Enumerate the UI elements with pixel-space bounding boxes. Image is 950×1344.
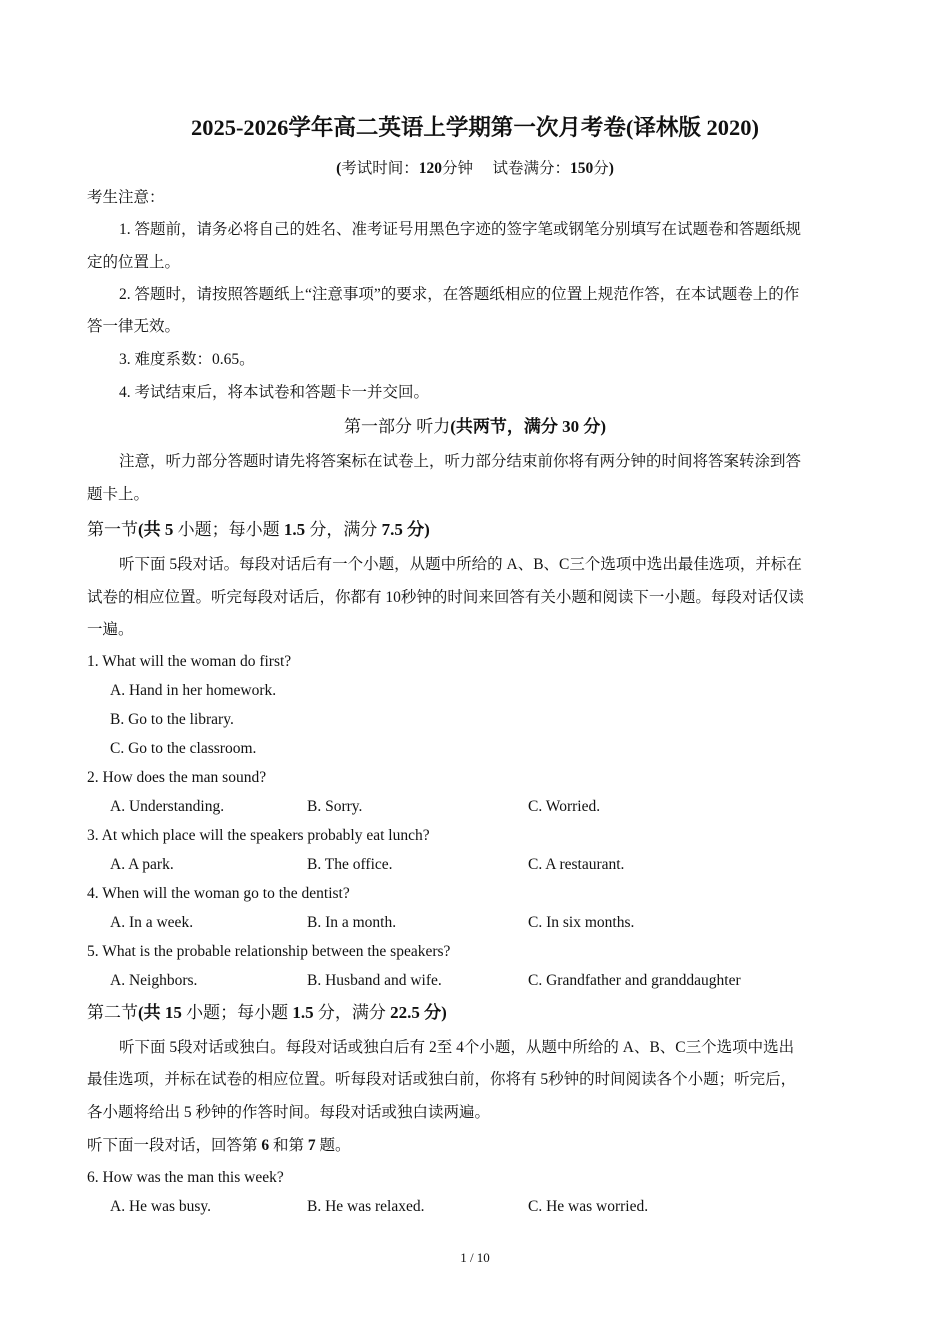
q3-option-c: C. A restaurant. xyxy=(528,856,625,873)
page-number: 1 / 10 xyxy=(460,1250,490,1265)
notice-3: 3. 难度系数：0.65。 xyxy=(119,351,255,368)
listen-a: 听下面一段对话，回答第 xyxy=(87,1137,258,1154)
notice-2a: 2. 答题时，请按照答题纸上“注意事项”的要求，在答题纸相应的位置上规范作答，在本试题卷上的作 xyxy=(119,286,800,303)
score-unit: 分 xyxy=(593,160,609,177)
s2-heading-d: 分，满分 xyxy=(317,1003,386,1022)
question-6: 6. How was the man this week? xyxy=(87,1169,284,1186)
q6-option-b: B. He was relaxed. xyxy=(307,1198,425,1215)
paren-open: ( xyxy=(336,160,342,177)
q6-option-a: A. He was busy. xyxy=(110,1198,212,1215)
section1-instr-3: 一遍。 xyxy=(87,621,134,638)
s2-total: 22.5 xyxy=(390,1003,420,1022)
q1-option-c: C. Go to the classroom. xyxy=(110,740,257,757)
part1-heading-b: (共两节，满分 xyxy=(450,417,558,436)
listen-instruction xyxy=(87,1138,351,1154)
page-title: 2025-2026学年高二英语上学期第一次月考卷(译林版 2020) xyxy=(190,115,760,140)
s1-each: 1.5 xyxy=(283,520,306,539)
q3-option-a: A. A park. xyxy=(110,856,174,873)
s2-heading-e: 分) xyxy=(424,1003,447,1022)
section1-heading xyxy=(87,521,430,538)
listen-b: 和第 xyxy=(273,1137,305,1154)
q5-option-a: A. Neighbors. xyxy=(110,972,198,989)
listen-n1: 6 xyxy=(261,1137,270,1154)
section2-instr-3: 各小题将给出 5 秒钟的作答时间。每段对话或独白读两遍。 xyxy=(87,1104,491,1121)
s1-heading-b: (共 xyxy=(138,520,161,539)
score-label: 试卷满分： xyxy=(492,160,570,177)
q4-option-c: C. In six months. xyxy=(528,914,635,931)
s2-count: 15 xyxy=(164,1003,182,1022)
question-4: 4. When will the woman go to the dentist? xyxy=(87,885,350,902)
notice-4: 4. 考试结束后，将本试卷和答题卡一并交回。 xyxy=(119,384,430,401)
q4-option-a: A. In a week. xyxy=(110,914,194,931)
s1-heading-d: 分，满分 xyxy=(309,520,378,539)
score-value: 150 xyxy=(569,160,594,177)
q2-option-c: C. Worried. xyxy=(528,798,601,815)
q5-option-c: C. Grandfather and granddaughter xyxy=(528,972,741,989)
q2-option-a: A. Understanding. xyxy=(110,798,225,815)
s1-total: 7.5 xyxy=(381,520,403,539)
time-unit: 分钟 xyxy=(442,160,474,177)
listen-c: 题。 xyxy=(319,1137,351,1154)
time-label: 考试时间： xyxy=(341,160,419,177)
section1-instr-1: 听下面 5段对话。每段对话后有一个小题，从题中所给的 A、B、C三个选项中选出最佳选项，并标在 xyxy=(119,556,802,573)
s1-heading-e: 分) xyxy=(407,520,430,539)
question-5: 5. What is the probable relationship between the speakers? xyxy=(87,943,451,960)
q4-option-b: B. In a month. xyxy=(307,914,397,931)
part1-heading-a: 第一部分 听力 xyxy=(343,417,451,436)
s2-each: 1.5 xyxy=(292,1003,314,1022)
q3-option-b: B. The office. xyxy=(307,856,393,873)
q6-option-c: C. He was worried. xyxy=(528,1198,649,1215)
s2-heading-a: 第二节 xyxy=(87,1003,138,1022)
notice-heading: 考生注意： xyxy=(87,189,165,206)
part1-heading-c: 分) xyxy=(583,417,607,436)
s2-heading-b: (共 xyxy=(138,1003,161,1022)
question-3: 3. At which place will the speakers probably eat lunch? xyxy=(87,827,430,844)
section2-heading xyxy=(87,1004,447,1021)
time-value: 120 xyxy=(418,160,443,177)
q2-option-b: B. Sorry. xyxy=(307,798,363,815)
s2-heading-c: 小题；每小题 xyxy=(186,1003,289,1022)
part1-note-1: 注意，听力部分答题时请先将答案标在试卷上，听力部分结束前你将有两分钟的时间将答案转涂到答 xyxy=(119,453,802,470)
question-2: 2. How does the man sound? xyxy=(87,769,267,786)
paren-close: ) xyxy=(608,160,614,177)
s1-heading-c: 小题；每小题 xyxy=(177,520,280,539)
section1-instr-2: 试卷的相应位置。听完每段对话后，你都有 10秒钟的时间来回答有关小题和阅读下一小题。每段对话仅读 xyxy=(87,589,804,606)
s1-heading-a: 第一节 xyxy=(87,520,138,539)
s1-count: 5 xyxy=(164,520,174,539)
listen-n2: 7 xyxy=(307,1137,316,1154)
section2-instr-2: 最佳选项，并标在试卷的相应位置。听每段对话或独白前，你将有 5秒钟的时间阅读各个小题；听完后， xyxy=(87,1071,797,1088)
exam-info xyxy=(0,156,950,178)
question-1: 1. What will the woman do first? xyxy=(87,653,292,670)
q1-option-a: A. Hand in her homework. xyxy=(110,682,277,699)
q1-option-b: B. Go to the library. xyxy=(110,711,234,728)
notice-2b: 答一律无效。 xyxy=(87,318,181,335)
q5-option-b: B. Husband and wife. xyxy=(307,972,442,989)
part1-heading xyxy=(0,418,950,435)
part1-note-2: 题卡上。 xyxy=(87,486,150,503)
notice-1b: 定的位置上。 xyxy=(87,254,181,271)
notice-1a: 1. 答题前，请务必将自己的姓名、准考证号用黑色字迹的签字笔或钢笔分别填写在试题卷和答题纸规 xyxy=(119,221,802,238)
section2-instr-1: 听下面 5段对话或独白。每段对话或独白后有 2至 4个小题，从题中所给的 A、B、C三个选项中选出 xyxy=(119,1039,795,1056)
part1-heading-score: 30 xyxy=(562,417,580,436)
